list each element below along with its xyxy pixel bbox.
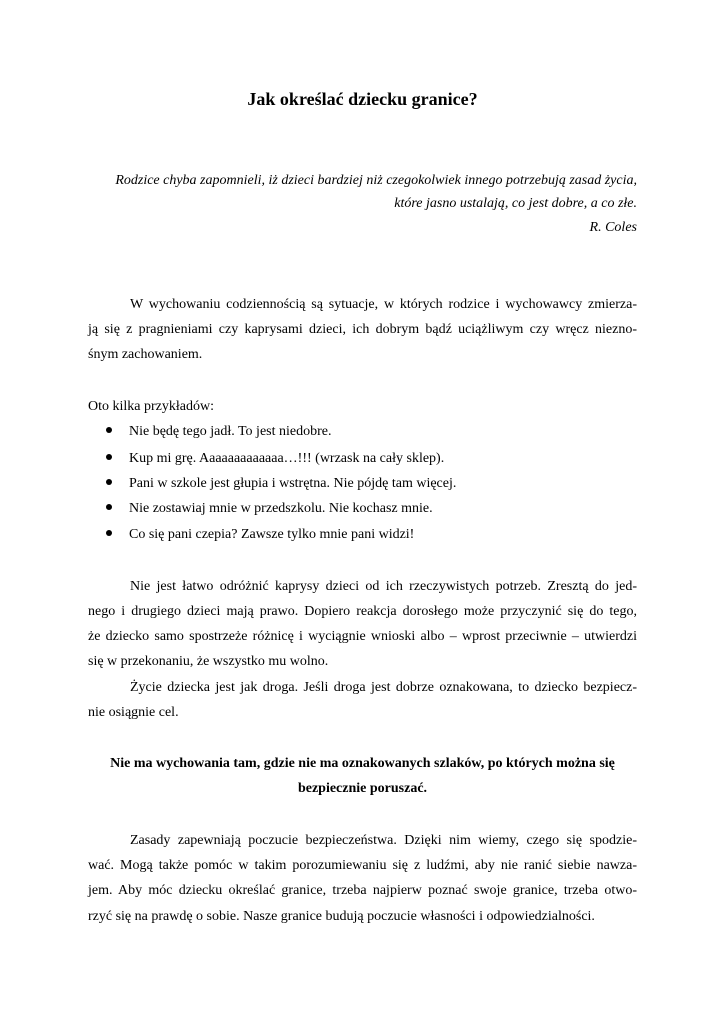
bullet-icon — [106, 479, 112, 485]
paragraph-line: nego i drugiego dzieci mają prawo. Dopiero reakcja dorosłego może przyczynić się do tego, — [88, 604, 637, 619]
bullet-icon — [106, 454, 112, 460]
list-item — [106, 526, 414, 544]
page-title: Jak określać dziecku granice? — [247, 89, 478, 109]
paragraph-line: się w przekonaniu, że wszystko mu wolno. — [88, 654, 329, 669]
list-item-text: Kup mi grę. Aaaaaaaaaaaaa…!!! (wrzask na cały sklep). — [129, 451, 445, 466]
paragraph-line: śnym zachowaniem. — [88, 347, 203, 362]
bullet-icon — [106, 530, 112, 536]
paragraph-line: jem. Aby móc dziecku określać granice, trzeba najpierw poznać swoje granice, trzeba otwo- — [88, 883, 637, 898]
paragraph-line: W wychowaniu codziennością są sytuacje, w których rodzice i wychowawcy zmierza- — [130, 297, 637, 312]
paragraph-line: rzyć się na prawdę o sobie. Nasze granice budują poczucie własności i odpowiedzialności. — [88, 909, 595, 924]
list-item — [106, 423, 331, 441]
bullet-icon — [106, 427, 112, 433]
list-item — [106, 450, 444, 468]
paragraph-line: Zasady zapewniają poczucie bezpieczeństwa. Dzięki nim wiemy, czego się spodzie- — [130, 833, 637, 848]
list-item — [106, 500, 433, 518]
examples-intro: Oto kilka przykładów: — [88, 399, 214, 414]
bullet-icon — [106, 504, 112, 510]
highlight-line: bezpiecznie poruszać. — [297, 781, 428, 796]
paragraph-line: nie osiągnie cel. — [88, 705, 179, 720]
paragraph-line: że dziecko samo spostrzeże różnicę i wyciągnie wnioski albo – wprost przeciwnie – utwierdzi — [88, 629, 637, 644]
highlight-line: Nie ma wychowania tam, gdzie nie ma oznakowanych szlaków, po których można się — [110, 756, 615, 771]
paragraph-line: wać. Mogą także pomóc w takim porozumiewaniu się z ludźmi, aby nie ranić siebie nawza- — [88, 858, 637, 873]
epigraph-line: które jasno ustalają, co jest dobre, a co złe. — [394, 196, 637, 211]
list-item-text: Co się pani czepia? Zawsze tylko mnie pani widzi! — [129, 527, 415, 542]
list-item-text: Nie zostawiaj mnie w przedszkolu. Nie kochasz mnie. — [129, 501, 433, 516]
epigraph-author: R. Coles — [589, 220, 637, 235]
list-item-text: Pani w szkole jest głupia i wstrętna. Nie pójdę tam więcej. — [129, 476, 457, 491]
paragraph-line: ją się z pragnieniami czy kaprysami dzieci, ich dobrym bądź uciążliwym czy wręcz niezno- — [88, 322, 637, 337]
list-item-text: Nie będę tego jadł. To jest niedobre. — [129, 424, 332, 439]
epigraph-line: Rodzice chyba zapomnieli, iż dzieci bardziej niż czegokolwiek innego potrzebują zasad życia, — [115, 173, 637, 188]
paragraph-line: Życie dziecka jest jak droga. Jeśli droga jest dobrze oznakowana, to dziecko bezpiecz- — [130, 680, 637, 695]
paragraph-line: Nie jest łatwo odróżnić kaprysy dzieci od ich rzeczywistych potrzeb. Zresztą do jed- — [130, 579, 637, 594]
list-item — [106, 475, 456, 493]
